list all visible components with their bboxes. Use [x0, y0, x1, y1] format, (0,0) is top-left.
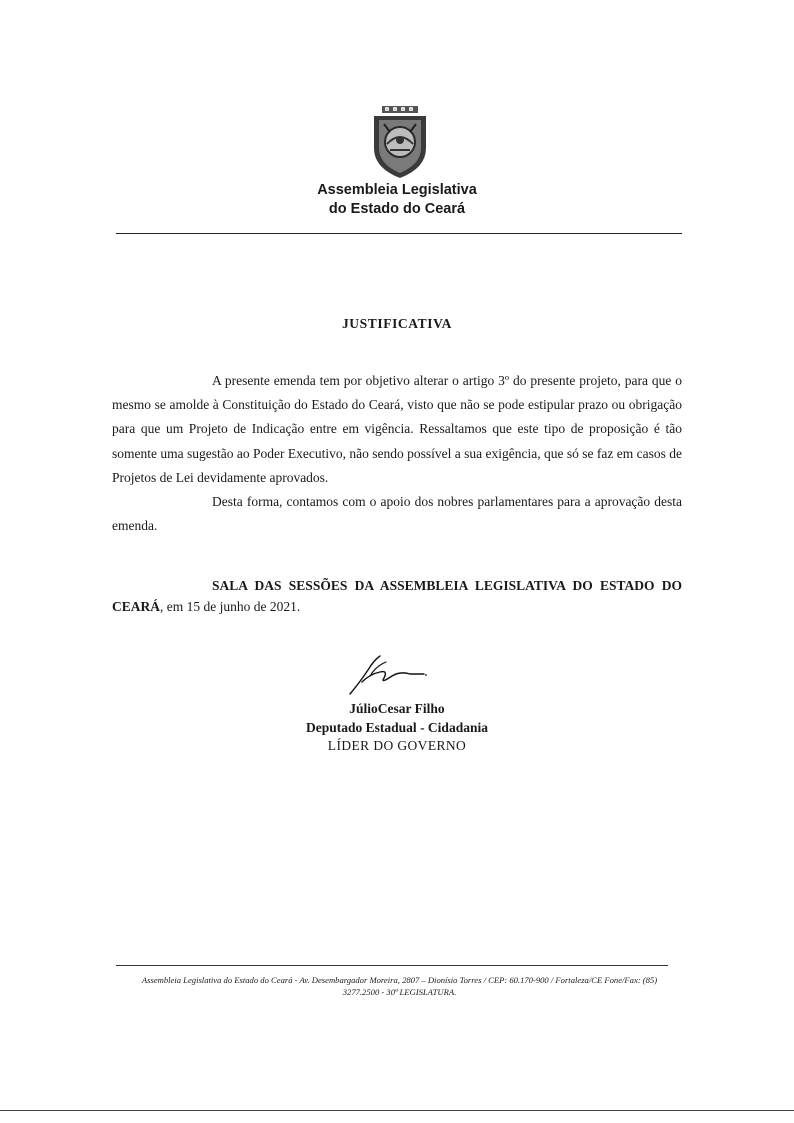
state-coat-of-arms-icon	[368, 104, 432, 180]
handwritten-signature-icon	[340, 652, 430, 698]
document-title: JUSTIFICATIVA	[341, 316, 453, 331]
body-paragraph: Desta forma, contamos com o apoio dos nobres parlamentares para a aprovação desta emenda.	[112, 494, 682, 534]
footer-divider	[116, 965, 668, 966]
organization-line-2: do Estado do Ceará	[328, 201, 466, 217]
document-body	[112, 369, 682, 538]
body-paragraph: A presente emenda tem por objetivo alterar o artigo 3º do presente projeto, para que o mesmo se amolde à Constituição do Estado do Ceará, visto que não se pode estipular prazo ou obrigação para que um Projeto de Indicação entre em vigência. Ressaltamos que este tipo de proposição é tão somente uma sugestão ao Poder Executivo, não sendo possível a sua exigência, que só se faz em casos de Projetos de Lei devidamente aprovados.	[112, 373, 682, 485]
organization-name	[0, 181, 794, 219]
header-divider	[116, 233, 682, 234]
footer-address	[112, 975, 687, 998]
footer-line-1: Assembleia Legislativa do Estado do Ceará - Av. Desembargador Moreira, 2807 – Dionísio Torres / CEP: 60.170-900 / Fortaleza/CE Fone/Fax: (85)	[141, 975, 658, 985]
page-bottom-edge	[0, 1110, 794, 1111]
closing-venue: SALA DAS SESSÕES DA ASSEMBLEIA LEGISLATIVA DO ESTADO DO CEARÁ	[112, 578, 682, 614]
footer-line-2: 3277.2500 - 30ª LEGISLATURA.	[342, 986, 457, 997]
organization-line-1: Assembleia Legislativa	[317, 182, 477, 198]
closing-date: , em 15 de junho de 2021.	[160, 598, 301, 614]
signer-title: LÍDER DO GOVERNO	[327, 738, 467, 753]
signer-block	[0, 700, 794, 756]
signer-role: Deputado Estadual - Cidadania	[306, 719, 488, 735]
closing-statement	[112, 576, 682, 617]
signer-name: JúlioCesar Filho	[349, 701, 445, 716]
